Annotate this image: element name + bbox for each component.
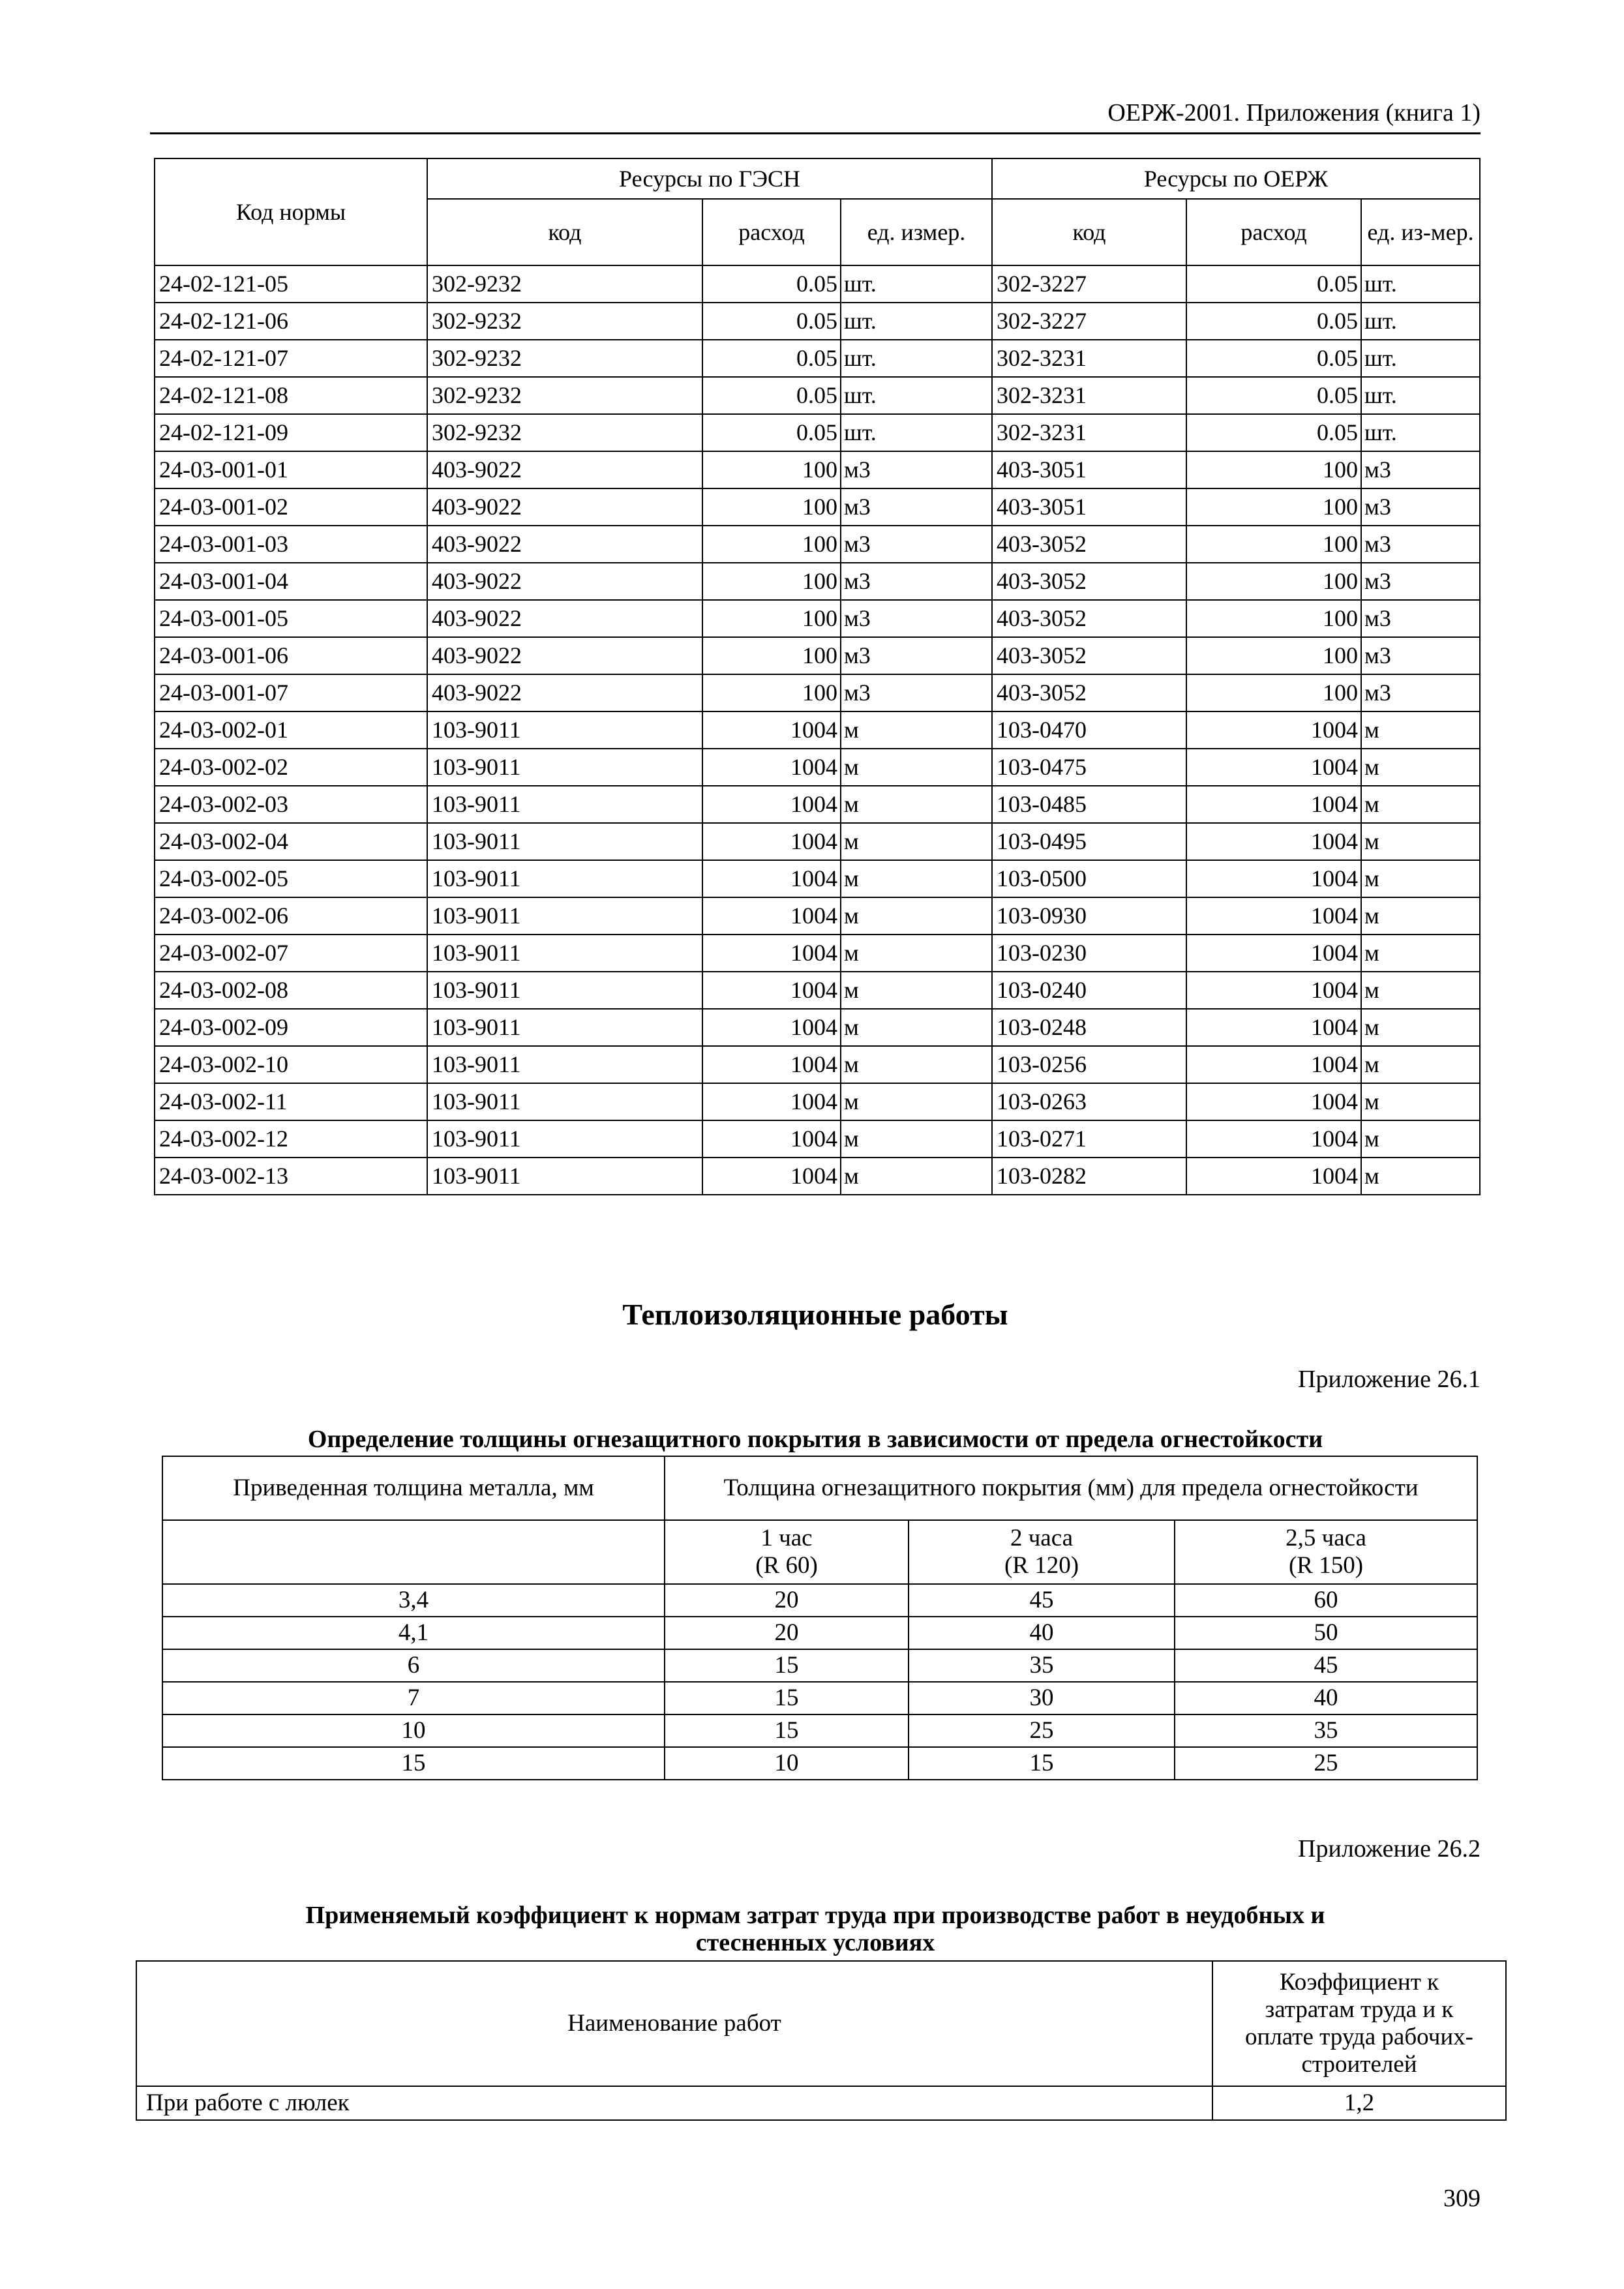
table-cell: 15	[665, 1649, 909, 1682]
table-cell: м3	[1361, 451, 1480, 488]
table-cell: 100	[702, 600, 841, 637]
header-work-name: Наименование работ	[136, 1961, 1212, 2086]
table-row	[155, 563, 1480, 600]
table-cell: 100	[702, 637, 841, 674]
table-cell: 403-9022	[427, 526, 702, 563]
table-row	[155, 1158, 1480, 1195]
table-cell: 7	[162, 1682, 665, 1714]
table-cell: 100	[1186, 563, 1361, 600]
table-cell: м	[841, 786, 992, 823]
table-cell: 100	[702, 451, 841, 488]
table-cell: 1004	[1186, 749, 1361, 786]
table-cell: м	[1361, 935, 1480, 972]
table-cell: м	[1361, 897, 1480, 935]
table-cell: 0.05	[1186, 265, 1361, 303]
table-cell: 25	[1175, 1747, 1477, 1780]
table-cell: 103-0263	[992, 1083, 1186, 1120]
table-cell: 1004	[702, 1009, 841, 1046]
table-cell: 302-9232	[427, 377, 702, 414]
table-cell: м3	[1361, 637, 1480, 674]
table-cell: м3	[1361, 488, 1480, 526]
table-cell: 1004	[1186, 1046, 1361, 1083]
fire-protection-table	[162, 1456, 1478, 1780]
table-cell: 100	[702, 674, 841, 711]
table-cell: 24-03-001-03	[155, 526, 427, 563]
header-r150-time: 2,5 часа	[1286, 1525, 1366, 1551]
table-cell: 30	[909, 1682, 1175, 1714]
table-cell: м	[1361, 860, 1480, 897]
table-cell: 403-3051	[992, 488, 1186, 526]
appendix-26-2-caption	[150, 1902, 1481, 1956]
table-cell: 103-9011	[427, 1083, 702, 1120]
table-cell: 302-3231	[992, 377, 1186, 414]
table-row	[155, 488, 1480, 526]
table-cell: 403-9022	[427, 600, 702, 637]
header-r120-time: 2 часа	[1010, 1525, 1074, 1551]
table-cell: 35	[1175, 1714, 1477, 1747]
table-cell: 103-0470	[992, 711, 1186, 749]
header-gesn-rate: расход	[702, 199, 841, 265]
table-row	[155, 1046, 1480, 1083]
header-coating-thickness: Толщина огнезащитного покрытия (мм) для предела огнестойкости	[665, 1456, 1477, 1520]
table-cell: 1004	[1186, 972, 1361, 1009]
table-cell: м3	[1361, 563, 1480, 600]
table-row	[155, 972, 1480, 1009]
table-cell: 302-3227	[992, 265, 1186, 303]
table-cell: 24-03-002-09	[155, 1009, 427, 1046]
table-cell: 100	[1186, 488, 1361, 526]
table-cell: м	[841, 1158, 992, 1195]
table-cell: 403-3051	[992, 451, 1186, 488]
table-row	[162, 1682, 1477, 1714]
table-cell: 302-9232	[427, 303, 702, 340]
table-cell: шт.	[841, 414, 992, 451]
table-cell: 103-9011	[427, 749, 702, 786]
table-cell: 103-0230	[992, 935, 1186, 972]
table-cell: 1004	[702, 749, 841, 786]
table-row	[155, 1083, 1480, 1120]
table-row	[155, 860, 1480, 897]
table-cell: При работе с люлек	[136, 2086, 1212, 2120]
table-cell: 103-9011	[427, 786, 702, 823]
table-cell: шт.	[1361, 414, 1480, 451]
table-cell: 24-02-121-08	[155, 377, 427, 414]
table-cell: 1004	[702, 1046, 841, 1083]
table-row	[155, 786, 1480, 823]
header-gesn-unit: ед. измер.	[841, 199, 992, 265]
appendix-26-2-caption-line1: Применяемый коэффициент к нормам затрат труда при производстве работ в неудобных и	[305, 1902, 1325, 1929]
table-row	[155, 1009, 1480, 1046]
coefficient-table	[136, 1960, 1507, 2121]
table-row	[155, 340, 1480, 377]
table-cell: 24-03-002-07	[155, 935, 427, 972]
table-cell: 24-02-121-07	[155, 340, 427, 377]
table-cell: м3	[841, 488, 992, 526]
table-cell: м	[1361, 749, 1480, 786]
page-header: ОЕРЖ-2001. Приложения (книга 1)	[1107, 99, 1481, 127]
table-cell: 15	[909, 1747, 1175, 1780]
table-cell: м3	[841, 637, 992, 674]
table-row	[155, 377, 1480, 414]
table-cell: 100	[1186, 526, 1361, 563]
table-cell: 60	[1175, 1584, 1477, 1617]
table-cell: 103-9011	[427, 1046, 702, 1083]
header-empty	[162, 1520, 665, 1584]
header-r150	[1175, 1520, 1477, 1584]
table-cell: 302-3231	[992, 414, 1186, 451]
table-cell: 100	[1186, 637, 1361, 674]
table-cell: м	[841, 823, 992, 860]
table-cell: 100	[702, 563, 841, 600]
table-cell: 103-9011	[427, 935, 702, 972]
table-cell: м3	[841, 674, 992, 711]
table-cell: 20	[665, 1584, 909, 1617]
table-cell: м	[841, 972, 992, 1009]
table-cell: шт.	[1361, 303, 1480, 340]
table-cell: 302-3231	[992, 340, 1186, 377]
table-cell: 15	[162, 1747, 665, 1780]
table-cell: 24-03-001-05	[155, 600, 427, 637]
header-r60-time: 1 час	[760, 1525, 813, 1551]
table-cell: 403-9022	[427, 563, 702, 600]
table-cell: м3	[841, 451, 992, 488]
table-cell: 0.05	[702, 414, 841, 451]
table-row	[155, 897, 1480, 935]
table-cell: 0.05	[1186, 377, 1361, 414]
table-cell: 100	[702, 526, 841, 563]
table-cell: 24-03-002-02	[155, 749, 427, 786]
table-cell: 25	[909, 1714, 1175, 1747]
table-cell: 0.05	[702, 340, 841, 377]
table-cell: 1004	[1186, 1120, 1361, 1158]
table-cell: 24-03-002-10	[155, 1046, 427, 1083]
table-cell: 302-9232	[427, 340, 702, 377]
header-oerzh-unit: ед. из-мер.	[1361, 199, 1480, 265]
table-cell: 403-9022	[427, 451, 702, 488]
header-rule	[150, 132, 1481, 134]
table-cell: 1004	[702, 860, 841, 897]
table-cell: 1004	[1186, 786, 1361, 823]
table-cell: м	[1361, 1083, 1480, 1120]
table-cell: м	[1361, 1046, 1480, 1083]
table-cell: 24-03-002-08	[155, 972, 427, 1009]
table-cell: 24-02-121-06	[155, 303, 427, 340]
table-row	[155, 451, 1480, 488]
appendix-26-2-caption-line2: стесненных условиях	[695, 1929, 935, 1956]
table-cell: 1004	[702, 823, 841, 860]
table-cell: 1004	[1186, 823, 1361, 860]
table-cell: м	[1361, 711, 1480, 749]
table-cell: 103-9011	[427, 823, 702, 860]
table-cell: 0.05	[1186, 303, 1361, 340]
table-cell: 103-9011	[427, 1009, 702, 1046]
table-cell: 10	[162, 1714, 665, 1747]
resources-table	[154, 158, 1481, 1195]
table-row	[162, 1714, 1477, 1747]
header-gesn-code: код	[427, 199, 702, 265]
table-cell: 403-3052	[992, 637, 1186, 674]
page-number: 309	[1443, 2185, 1481, 2212]
table-cell: м	[1361, 1158, 1480, 1195]
table-cell: 103-9011	[427, 860, 702, 897]
table-cell: 100	[1186, 600, 1361, 637]
table-row	[155, 303, 1480, 340]
table-cell: 103-0271	[992, 1120, 1186, 1158]
table-cell: м	[841, 1083, 992, 1120]
table-cell: 1004	[702, 786, 841, 823]
table-row	[155, 637, 1480, 674]
header-code-norm: Код нормы	[155, 158, 427, 265]
table-cell: 103-9011	[427, 972, 702, 1009]
table-cell: 24-03-002-04	[155, 823, 427, 860]
table-cell: 100	[702, 488, 841, 526]
coefficient-table-body	[136, 2086, 1506, 2120]
table-row	[155, 600, 1480, 637]
table-cell: 6	[162, 1649, 665, 1682]
table-cell: 45	[1175, 1649, 1477, 1682]
table-row	[155, 265, 1480, 303]
table-cell: 1004	[1186, 860, 1361, 897]
table-cell: 20	[665, 1617, 909, 1649]
table-cell: 103-0500	[992, 860, 1186, 897]
header-gesn-resources: Ресурсы по ГЭСН	[427, 158, 992, 199]
table-cell: м	[841, 935, 992, 972]
header-metal-thickness: Приведенная толщина металла, мм	[162, 1456, 665, 1520]
header-oerzh-code: код	[992, 199, 1186, 265]
table-cell: шт.	[1361, 340, 1480, 377]
table-row	[162, 1649, 1477, 1682]
fire-protection-table-body	[162, 1584, 1477, 1780]
table-cell: 45	[909, 1584, 1175, 1617]
section-title: Теплоизоляционные работы	[622, 1298, 1008, 1331]
table-cell: 24-03-001-01	[155, 451, 427, 488]
table-cell: 15	[665, 1714, 909, 1747]
table-cell: 0.05	[702, 377, 841, 414]
table-cell: 0.05	[702, 265, 841, 303]
table-row	[162, 1584, 1477, 1617]
table-cell: 1,2	[1212, 2086, 1506, 2120]
appendix-26-1-caption: Определение толщины огнезащитного покрытия в зависимости от предела огнестойкости	[307, 1426, 1323, 1453]
table-cell: 3,4	[162, 1584, 665, 1617]
table-cell: 103-0282	[992, 1158, 1186, 1195]
table-cell: шт.	[841, 303, 992, 340]
table-cell: 24-02-121-09	[155, 414, 427, 451]
header-coefficient: Коэффициент к затратам труда и к оплате труда рабочих-строителей	[1212, 1961, 1506, 2086]
table-cell: 0.05	[1186, 414, 1361, 451]
table-row	[155, 414, 1480, 451]
table-cell: шт.	[1361, 377, 1480, 414]
table-cell: 103-0495	[992, 823, 1186, 860]
table-cell: 24-03-002-01	[155, 711, 427, 749]
table-cell: 1004	[702, 1083, 841, 1120]
table-row	[155, 1120, 1480, 1158]
table-cell: 103-9011	[427, 897, 702, 935]
table-cell: 100	[1186, 451, 1361, 488]
header-oerzh-rate: расход	[1186, 199, 1361, 265]
table-cell: 1004	[1186, 935, 1361, 972]
header-r60	[665, 1520, 909, 1584]
table-cell: 4,1	[162, 1617, 665, 1649]
table-cell: 24-03-002-06	[155, 897, 427, 935]
table-cell: 24-02-121-05	[155, 265, 427, 303]
table-cell: м	[841, 1046, 992, 1083]
table-cell: 1004	[1186, 897, 1361, 935]
table-cell: 24-03-001-04	[155, 563, 427, 600]
table-cell: 40	[909, 1617, 1175, 1649]
table-cell: 302-9232	[427, 265, 702, 303]
table-cell: м	[841, 749, 992, 786]
table-cell: 40	[1175, 1682, 1477, 1714]
resources-table-body	[155, 265, 1480, 1195]
table-cell: шт.	[1361, 265, 1480, 303]
table-cell: 1004	[702, 1158, 841, 1195]
header-r150-code: (R 150)	[1288, 1552, 1364, 1579]
table-cell: 302-9232	[427, 414, 702, 451]
table-cell: м3	[841, 563, 992, 600]
table-cell: м	[841, 1120, 992, 1158]
table-cell: м	[1361, 972, 1480, 1009]
table-cell: 103-0930	[992, 897, 1186, 935]
table-row	[136, 2086, 1506, 2120]
table-cell: 302-3227	[992, 303, 1186, 340]
table-cell: м3	[1361, 526, 1480, 563]
table-cell: шт.	[841, 340, 992, 377]
table-row	[155, 674, 1480, 711]
table-cell: 103-0475	[992, 749, 1186, 786]
table-cell: м3	[841, 526, 992, 563]
table-cell: 103-0485	[992, 786, 1186, 823]
table-cell: м	[1361, 786, 1480, 823]
table-cell: 403-3052	[992, 526, 1186, 563]
table-cell: 403-9022	[427, 637, 702, 674]
table-cell: 100	[1186, 674, 1361, 711]
table-cell: 1004	[702, 711, 841, 749]
appendix-26-2-label: Приложение 26.2	[1298, 1835, 1481, 1863]
table-cell: м	[1361, 823, 1480, 860]
table-cell: 0.05	[1186, 340, 1361, 377]
table-cell: 1004	[1186, 711, 1361, 749]
table-cell: 1004	[1186, 1009, 1361, 1046]
table-row	[155, 711, 1480, 749]
table-row	[155, 823, 1480, 860]
table-cell: 1004	[702, 972, 841, 1009]
table-cell: 1004	[702, 897, 841, 935]
appendix-26-1-label: Приложение 26.1	[1298, 1366, 1481, 1393]
table-cell: 10	[665, 1747, 909, 1780]
table-cell: 1004	[702, 935, 841, 972]
table-cell: 24-03-002-13	[155, 1158, 427, 1195]
table-cell: 103-0256	[992, 1046, 1186, 1083]
table-cell: 24-03-002-05	[155, 860, 427, 897]
header-oerzh-resources: Ресурсы по ОЕРЖ	[992, 158, 1480, 199]
table-cell: 103-0248	[992, 1009, 1186, 1046]
table-cell: шт.	[841, 377, 992, 414]
table-cell: м3	[841, 600, 992, 637]
table-cell: 24-03-002-11	[155, 1083, 427, 1120]
table-row	[155, 526, 1480, 563]
table-cell: м	[841, 711, 992, 749]
table-cell: м	[841, 860, 992, 897]
table-cell: 103-9011	[427, 1158, 702, 1195]
table-cell: 24-03-002-03	[155, 786, 427, 823]
table-cell: 403-3052	[992, 563, 1186, 600]
table-cell: 403-3052	[992, 600, 1186, 637]
table-cell: м	[841, 1009, 992, 1046]
header-r120-code: (R 120)	[1004, 1552, 1079, 1579]
table-cell: м3	[1361, 600, 1480, 637]
table-cell: 103-9011	[427, 711, 702, 749]
table-cell: 15	[665, 1682, 909, 1714]
table-cell: 0.05	[702, 303, 841, 340]
table-cell: м	[1361, 1009, 1480, 1046]
table-cell: 103-0240	[992, 972, 1186, 1009]
table-row	[155, 935, 1480, 972]
header-r120	[909, 1520, 1175, 1584]
table-cell: 1004	[702, 1120, 841, 1158]
table-cell: 1004	[1186, 1083, 1361, 1120]
table-cell: м3	[1361, 674, 1480, 711]
table-row	[162, 1617, 1477, 1649]
table-row	[162, 1747, 1477, 1780]
table-cell: 24-03-002-12	[155, 1120, 427, 1158]
table-cell: 24-03-001-07	[155, 674, 427, 711]
table-cell: 50	[1175, 1617, 1477, 1649]
table-cell: шт.	[841, 265, 992, 303]
table-cell: 35	[909, 1649, 1175, 1682]
table-cell: м	[1361, 1120, 1480, 1158]
table-cell: 24-03-001-06	[155, 637, 427, 674]
table-cell: 403-3052	[992, 674, 1186, 711]
table-cell: 103-9011	[427, 1120, 702, 1158]
table-cell: 403-9022	[427, 674, 702, 711]
table-cell: м	[841, 897, 992, 935]
table-cell: 24-03-001-02	[155, 488, 427, 526]
table-cell: 403-9022	[427, 488, 702, 526]
table-row	[155, 749, 1480, 786]
header-r60-code: (R 60)	[755, 1552, 818, 1579]
table-cell: 1004	[1186, 1158, 1361, 1195]
